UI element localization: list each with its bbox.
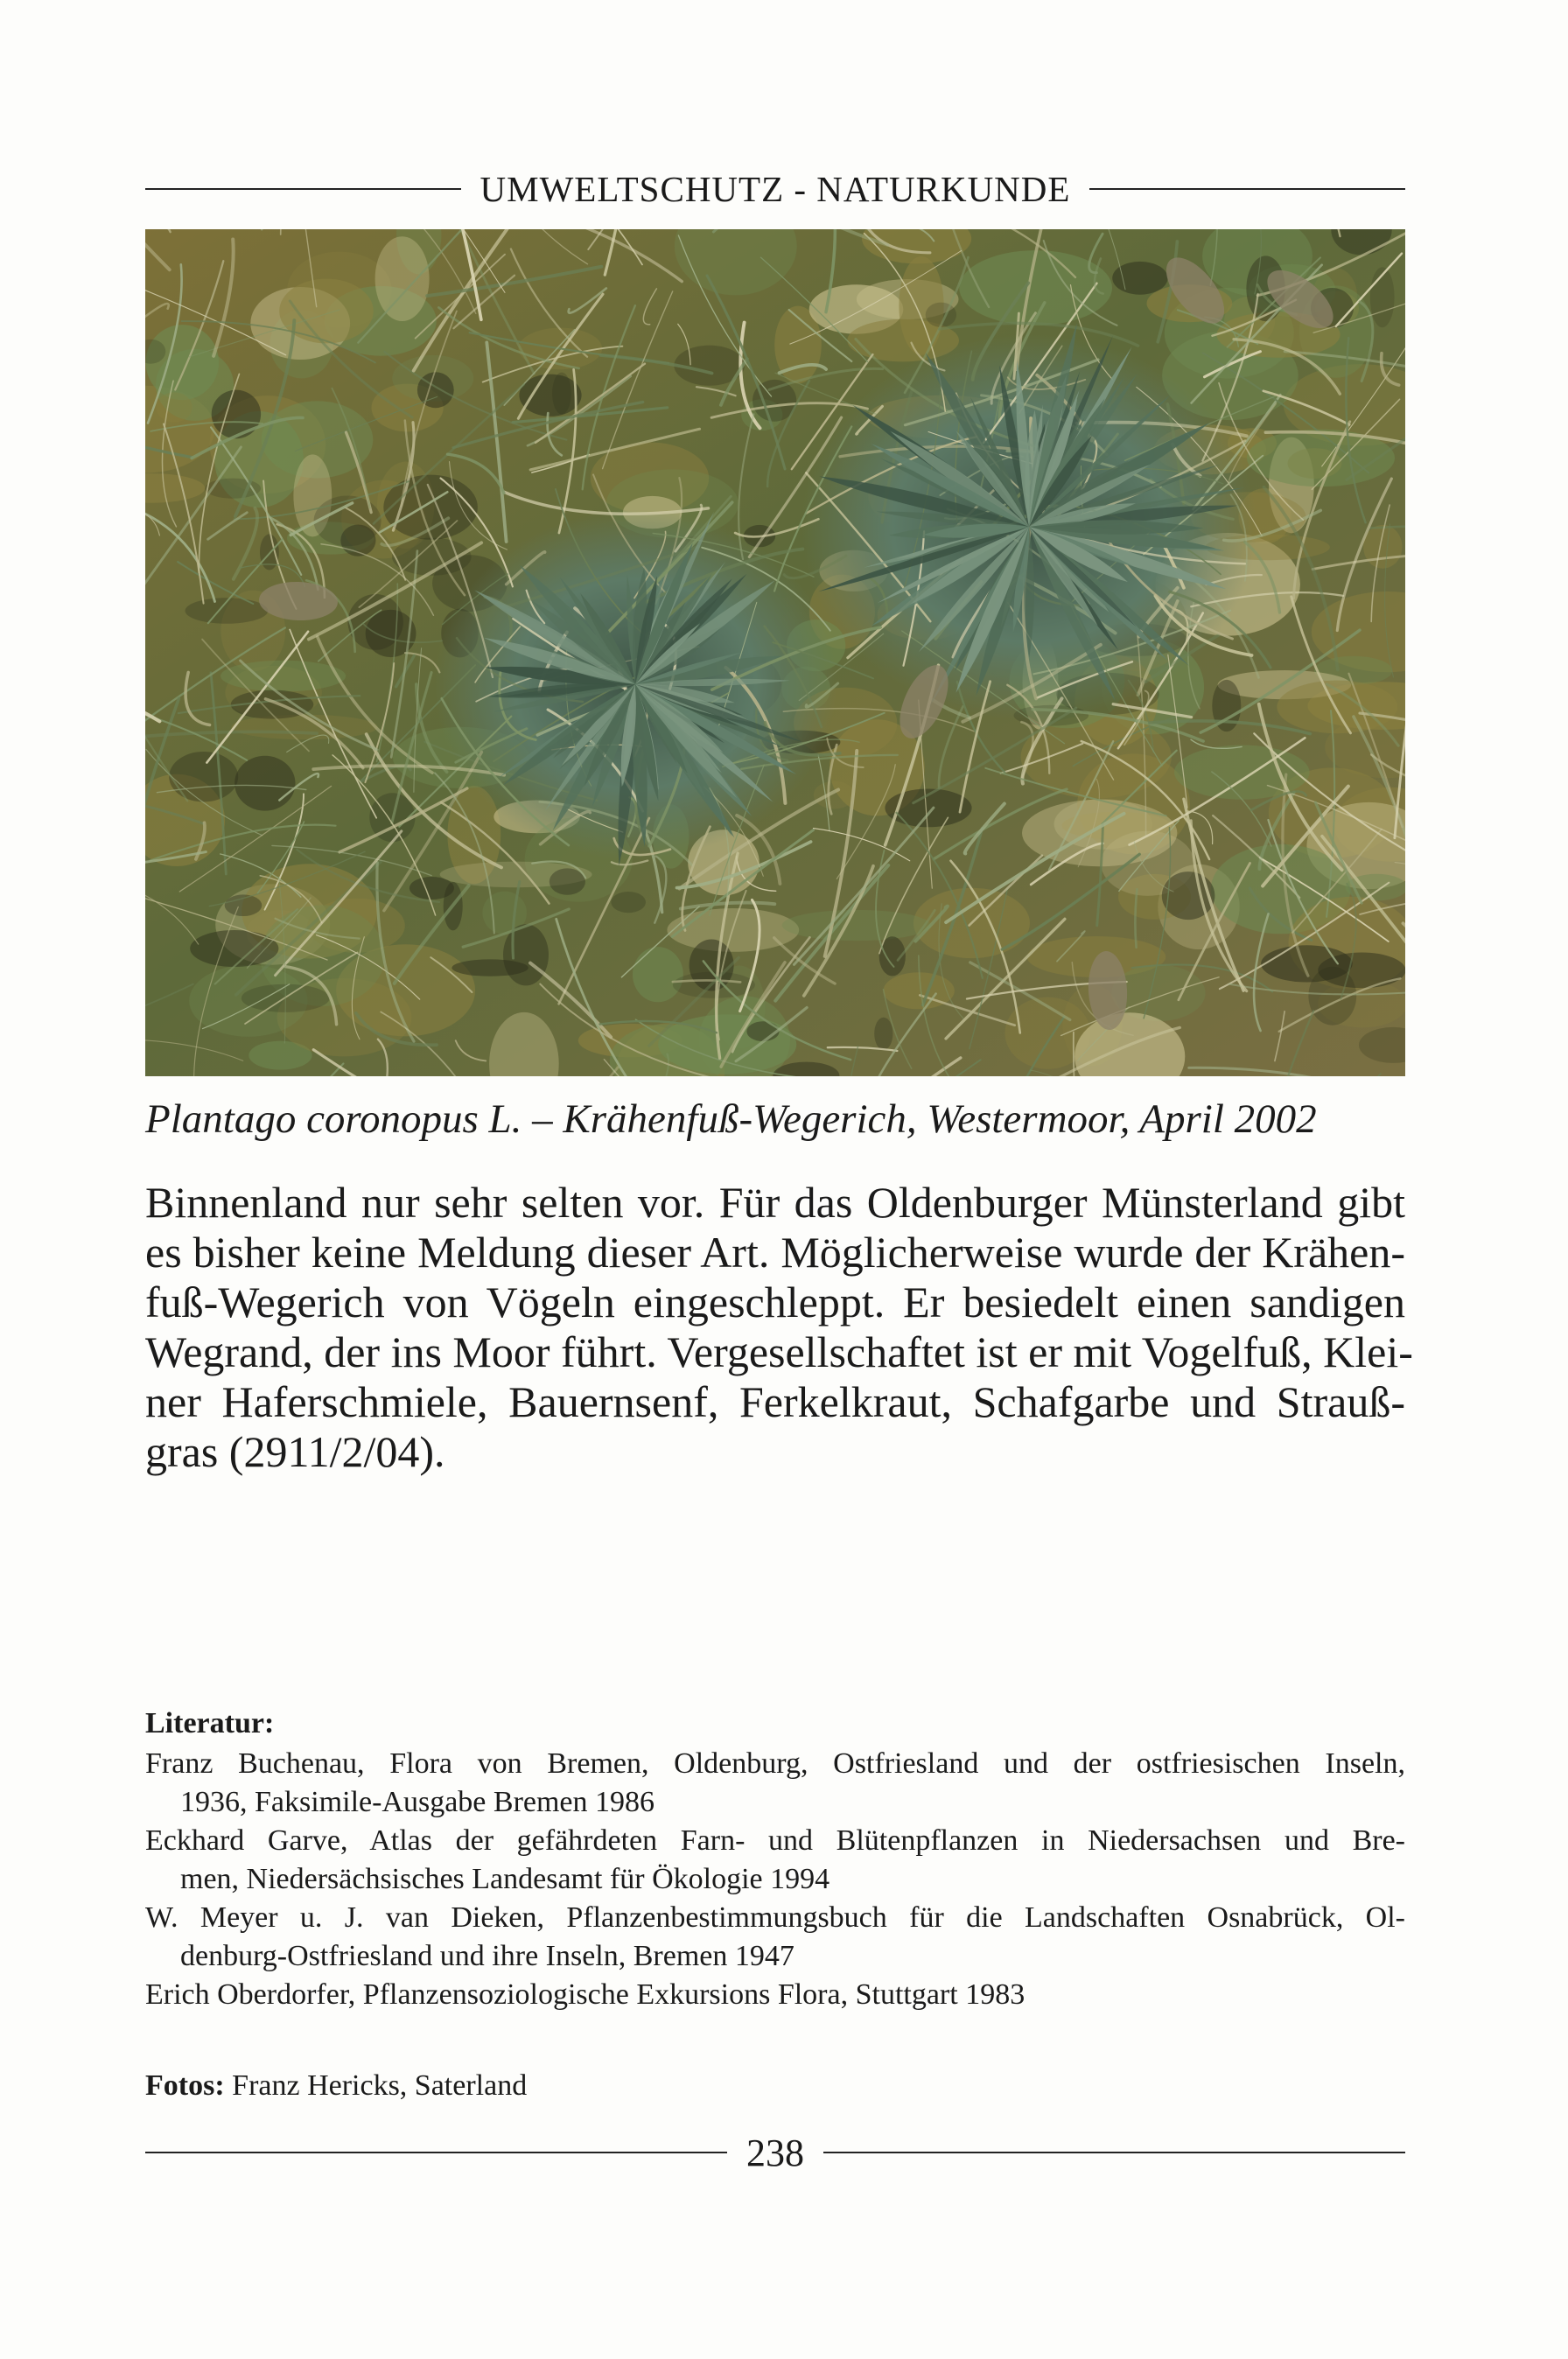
moss-patch <box>782 910 931 941</box>
reference-item <box>145 1976 1405 2014</box>
shadow-patch <box>874 1018 892 1050</box>
body-line: fuß-Wegerich von Vögeln eingeschleppt. Er besiedelt einen sandigen <box>145 1278 1405 1326</box>
moss-patch <box>1277 681 1397 734</box>
shadow-patch <box>1318 953 1405 989</box>
moss-patch <box>157 392 192 422</box>
reference-line: Eckhard Garve, Atlas der gefährdeten Farn- und Blütenpflanzen in Niedersachsen und Bre- <box>145 1824 1405 1857</box>
moss-patch <box>375 236 430 321</box>
moss-patch <box>231 715 377 739</box>
body-paragraph <box>145 1178 1413 1477</box>
body-line: Wegrand, der ins Moor führt. Vergesellschaftet ist er mit Vogelfuß, Klei- <box>145 1327 1413 1376</box>
reference-line: Franz Buchenau, Flora von Bremen, Oldenburg, Ostfriesland und der ostfriesischen Inseln, <box>145 1747 1405 1780</box>
reference-line: men, Niedersächsisches Landesamt für Ökologie 1994 <box>180 1863 830 1895</box>
photo-illustration <box>145 229 1405 1076</box>
shadow-patch <box>552 373 571 415</box>
footer-rule-right <box>823 2152 1405 2153</box>
page-footer <box>145 2126 1405 2179</box>
footer-rule-left <box>145 2152 727 2153</box>
running-header-title: UMWELTSCHUTZ - NATURKUNDE <box>480 169 1071 209</box>
shadow-patch <box>314 496 382 547</box>
shadow-patch <box>611 892 646 913</box>
shadow-patch <box>234 756 295 811</box>
shadow-patch <box>503 924 549 985</box>
shadow-patch <box>746 1021 779 1041</box>
shadow-patch <box>212 390 261 439</box>
moss-patch <box>633 947 683 1002</box>
reference-line: 1936, Faksimile-Ausgabe Bremen 1986 <box>180 1786 655 1818</box>
shadow-patch <box>169 752 238 802</box>
shadow-patch <box>550 868 585 894</box>
reference-item <box>145 1822 1405 1899</box>
shadow-patch <box>519 374 581 416</box>
body-line: es bisher keine Meldung dieser Art. Möglicherweise wurde der Krähen- <box>145 1228 1405 1277</box>
plant-photograph <box>145 229 1405 1076</box>
page-number: 238 <box>746 2131 804 2174</box>
body-line: gras (2911/2/04). <box>145 1427 445 1476</box>
reference-item <box>145 1745 1405 1822</box>
photo-credits <box>145 2067 527 2105</box>
running-header <box>145 163 1405 215</box>
reference-item <box>145 1899 1405 1976</box>
photo-credits-value: Franz Hericks, Saterland <box>232 2069 528 2102</box>
reference-line: denburg-Ostfriesland und ihre Inseln, Bremen 1947 <box>180 1940 794 1972</box>
literature-heading: Literatur: <box>145 1707 275 1740</box>
body-line: Binnenland nur sehr selten vor. Für das Oldenburger Münsterland gibt <box>145 1178 1405 1227</box>
shadow-patch <box>1112 262 1167 295</box>
photo-credits-label: Fotos: <box>145 2069 225 2102</box>
header-rule-right <box>1089 188 1405 190</box>
reference-list <box>145 1745 1405 2014</box>
figure-caption: Plantago coronopus L. – Krähenfuß-Wegerich, Westermoor, April 2002 <box>145 1096 1317 1142</box>
reference-line: Erich Oberdorfer, Pflanzensoziologische Exkursions Flora, Stuttgart 1983 <box>145 1978 1026 2011</box>
header-rule-left <box>145 188 461 190</box>
body-line: ner Haferschmiele, Bauernsenf, Ferkelkraut, Schafgarbe und Strauß- <box>145 1377 1405 1426</box>
reference-line: W. Meyer u. J. van Dieken, Pflanzenbestimmungsbuch für die Landschaften Osnabrück, Ol- <box>145 1901 1405 1934</box>
